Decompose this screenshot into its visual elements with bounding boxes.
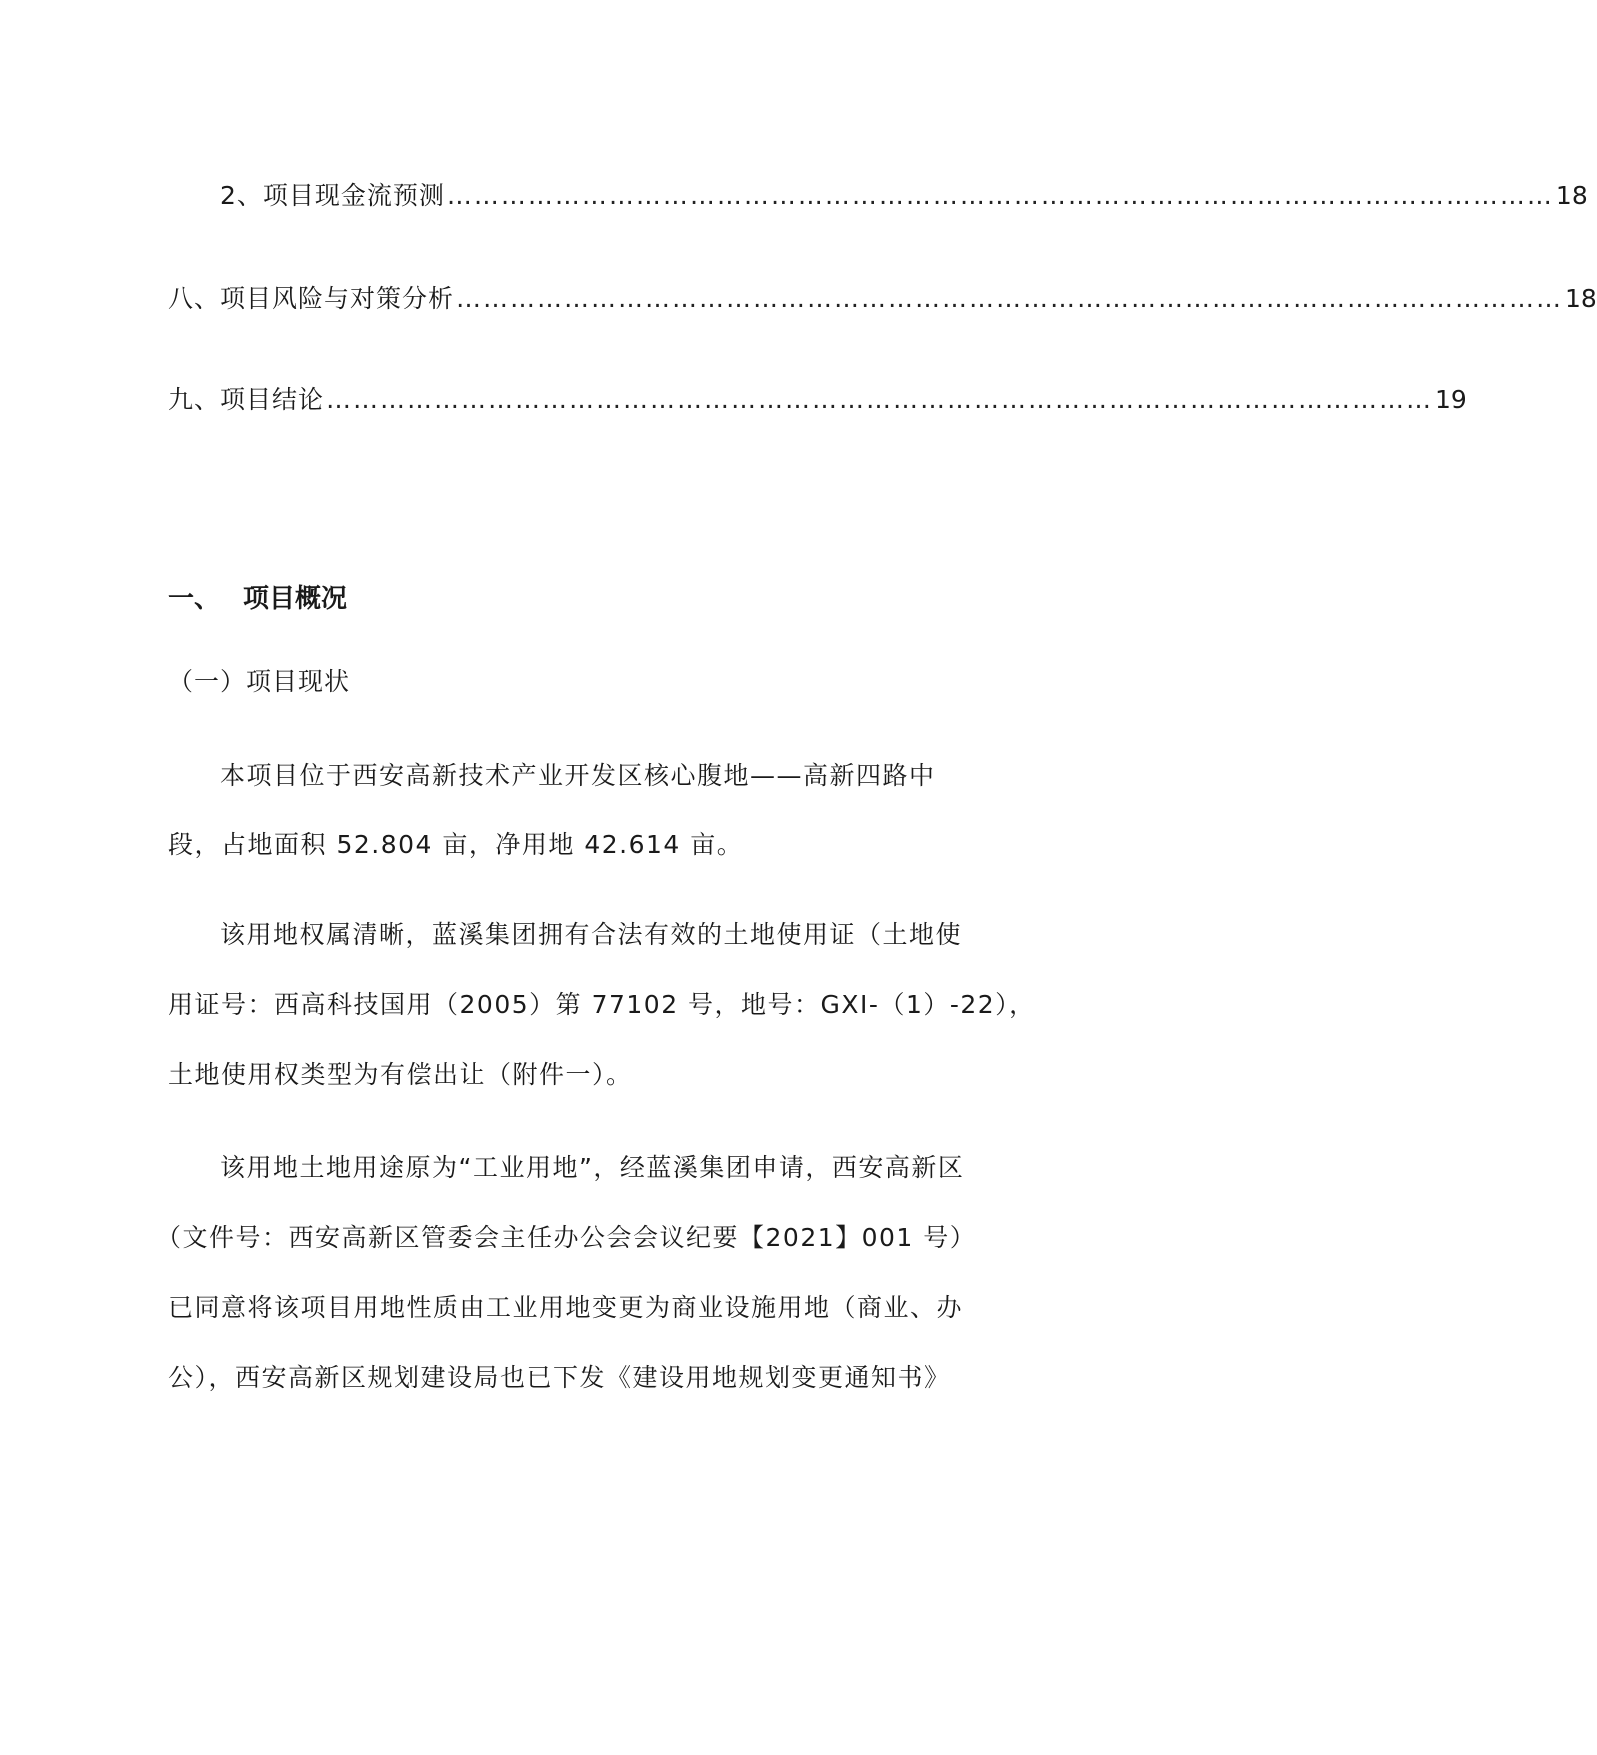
toc-entry[interactable] [220,176,1588,212]
toc-leader-dots: …………………………………………………………………………………………………………… [456,284,1564,313]
toc-entry-label: 八、项目风险与对策分析 [168,284,455,313]
paragraph-line: 已同意将该项目用地性质由工业用地变更为商业设施用地（商业、办 [168,1293,964,1322]
toc-page-number: 18 [1555,181,1588,210]
paragraph-line: 该用地土地用途原为“工业用地”，经蓝溪集团申请，西安高新区 [220,1153,965,1182]
toc-entry[interactable] [168,380,1467,416]
toc-leader-dots: …………………………………………………………………………………………………………… [326,385,1434,414]
toc-leader-dots: …………………………………………………………………………………………………………… [446,181,1554,210]
paragraph-line: 土地使用权类型为有偿出让（附件一）。 [168,1060,633,1089]
paragraph-line: 公），西安高新区规划建设局也已下发《建设用地规划变更通知书》 [168,1363,951,1392]
toc-entry-label: 九、项目结论 [168,385,325,414]
section-heading [168,578,347,615]
toc-page-number: 18 [1565,284,1597,313]
paragraph-line: 用证号：西高科技国用（2005）第 77102 号，地号：GXI-（1）-22）， [168,990,1036,1019]
paragraph-line: 本项目位于西安高新技术产业开发区核心腹地——高新四路中 [220,761,936,790]
toc-entry-label: 2、项目现金流预测 [220,181,445,210]
paragraph-line: （文件号：西安高新区管委会主任办公会会议纪要【2021】001 号） [156,1223,977,1252]
toc-page-number: 19 [1435,385,1467,414]
toc-entry[interactable] [168,279,1597,315]
subsection-heading: （一）项目现状 [168,667,351,696]
section-title: 项目概况 [243,584,348,614]
paragraph-line: 段，占地面积 52.804 亩，净用地 42.614 亩。 [168,830,744,859]
section-number: 一、 [168,584,221,614]
paragraph-line: 该用地权属清晰，蓝溪集团拥有合法有效的土地使用证（土地使 [220,920,963,949]
